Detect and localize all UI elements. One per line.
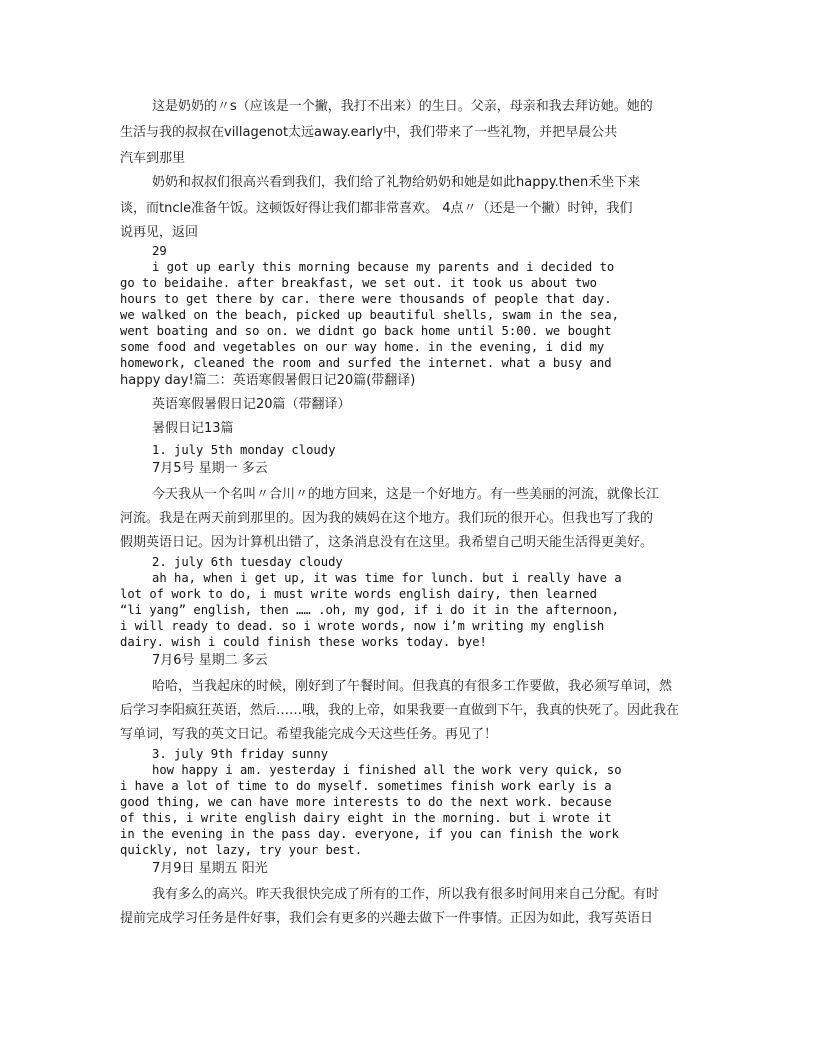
diary-en-line: i have a lot of time to do myself. sometimes finish work early is a <box>120 779 612 793</box>
diary-cn-line: 今天我从一个名叫〃合川〃的地方回来，这是一个好地方。有一些美丽的河流，就像长江 <box>152 487 660 502</box>
diary-en-line: of this, i write english dairy eight in the morning. but i wrote it <box>120 811 612 825</box>
english-line: some food and vegetables on our way home. in the evening, i did my <box>120 340 605 354</box>
diary-en-line: “li yang” english, then …… .oh, my god, if i do it in the afternoon, <box>120 603 619 617</box>
section-subtitle: 暑假日记13篇 <box>152 421 234 436</box>
diary-en-line: quickly, not lazy, try your best. <box>120 843 363 857</box>
diary-cn-line: 后学习李阳疯狂英语，然后……哦，我的上帝，如果我要一直做到下午，我真的快死了。因此我在 <box>120 703 680 718</box>
diary-en-line: good thing, we can have more interests to do the next work. because <box>120 795 612 809</box>
diary-cn-line: 写单词，写我的英文日记。希望我能完成今天这些任务。再见了！ <box>120 727 498 742</box>
diary-entry-heading: 3. july 9th friday sunny <box>152 747 329 761</box>
diary-cn-line: 提前完成学习任务是件好事，我们会有更多的兴趣去做下一件事情。正因为如此，我写英语日 <box>120 911 654 926</box>
english-line: we walked on the beach, picked up beautiful shells, swam in the sea, <box>120 308 619 322</box>
diary-en-line: lot of work to do, i must write words english dairy, then learned <box>120 587 597 601</box>
diary-en-line: dairy. wish i could finish these works today. bye! <box>120 635 487 649</box>
diary-entry-date: 7月9日 星期五 阳光 <box>152 861 268 876</box>
section-heading-inline: happy day!篇二：英语寒假暑假日记20篇(带翻译) <box>120 373 416 388</box>
english-line: i got up early this morning because my parents and i decided to <box>152 260 615 274</box>
english-line: go to beidaihe. after breakfast, we set out. it took us about two <box>120 276 597 290</box>
paragraph-line: 这是奶奶的〃s（应该是一个撇，我打不出来）的生日。父亲，母亲和我去拜访她。她的 <box>152 99 653 114</box>
diary-entry-heading: 1. july 5th monday cloudy <box>152 443 336 457</box>
diary-en-line: in the evening in the pass day. everyone, if you can finish the work <box>120 827 619 841</box>
paragraph-line: 奶奶和叔叔们很高兴看到我们，我们给了礼物给奶奶和她是如此happy.then禾坐下来 <box>152 175 641 190</box>
section-title: 英语寒假暑假日记20篇（带翻译） <box>152 397 351 412</box>
diary-entry-date: 7月6号 星期二 多云 <box>152 653 268 668</box>
diary-cn-line: 我有多么的高兴。昨天我很快完成了所有的工作，所以我有很多时间用来自己分配。有时 <box>152 887 660 902</box>
diary-en-line: ah ha, when i get up, it was time for lunch. but i really have a <box>152 571 622 585</box>
paragraph-line: 谈，而tncle准备午饭。这顿饭好得让我们都非常喜欢。 4点〃（还是一个撇）时钟，我们 <box>120 201 633 216</box>
diary-entry-heading: 2. july 6th tuesday cloudy <box>152 555 343 569</box>
english-line: homework, cleaned the room and surfed the internet. what a busy and <box>120 356 612 370</box>
diary-cn-line: 哈哈，当我起床的时候，刚好到了午餐时间。但我真的有很多工作要做，我必须写单词，然 <box>152 679 673 694</box>
diary-en-line: i will ready to dead. so i wrote words, now i’m writing my english <box>120 619 605 633</box>
english-line: hours to get there by car. there were thousands of people that day. <box>120 292 612 306</box>
diary-en-line: how happy i am. yesterday i finished all the work very quick, so <box>152 763 622 777</box>
paragraph-line: 说再见，返回 <box>120 225 199 240</box>
page-number-text: 29 <box>152 244 167 258</box>
diary-cn-line: 假期英语日记。因为计算机出错了，这条消息没有在这里。我希望自己明天能生活得更美好。 <box>120 535 654 550</box>
diary-entry-date: 7月5号 星期一 多云 <box>152 461 268 476</box>
english-line: went boating and so on. we didnt go back home until 5:00. we bought <box>120 324 612 338</box>
paragraph-line: 生活与我的叔叔在villagenot太远away.early中，我们带来了一些礼物，并把早晨公共 <box>120 125 618 140</box>
diary-cn-line: 河流。我是在两天前到那里的。因为我的姨妈在这个地方。我们玩的很开心。但我也写了我的 <box>120 511 654 526</box>
paragraph-line: 汽车到那里 <box>120 151 186 166</box>
